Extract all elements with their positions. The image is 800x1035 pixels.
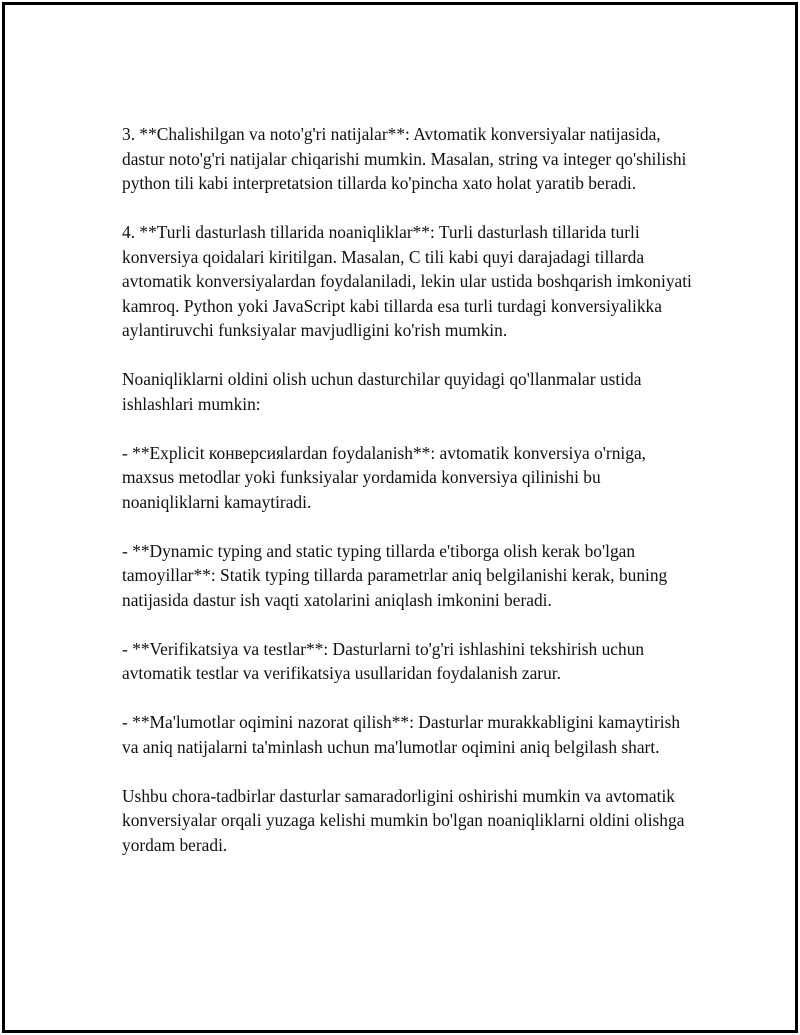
page-border bbox=[2, 2, 798, 1033]
bullet-explicit-conversion: - **Explicit конверсияlardan foydalanish**: avtomatik konversiya o'rniga, maxsus metodlar yoki funksiyalar yordamida konversiya qilinishi bu noaniqliklarni kamaytiradi. bbox=[122, 442, 647, 512]
paragraph-item-3-results: 3. **Chalishilgan va noto'g'ri natijalar**: Avtomatik konversiyalar natijasida, dastur noto'g'ri natijalar chiqarishi mumkin. Masalan, string va integer qo'shilishi python tili kabi interpretatsion tillarda ko'pincha xato holat yaratib beradi. bbox=[122, 124, 687, 193]
bullet-typing-principles: - **Dynamic typing and static typing tillarda e'tiborga olish kerak bo'lgan tamoyillar**: Statik typing tillarda parametrlar aniq belgilanishi kerak, buning natijasida dastur ish vaqti xatolarini aniqlash imkonini beradi. bbox=[122, 540, 668, 610]
bullet-data-flow-control: - **Ma'lumotlar oqimini nazorat qilish**: Dasturlar murakkabligini kamaytirish va aniq natijalarni ta'minlash uchun ma'lumotlar oqimini aniq belgilash shart. bbox=[122, 712, 681, 757]
document-body bbox=[122, 122, 692, 882]
paragraph-intro-recommendations: Noaniqliklarni oldini olish uchun dasturchilar quyidagi qo'llanmalar ustida ishlashlari mumkin: bbox=[122, 369, 642, 414]
bullet-verification-tests: - **Verifikatsiya va testlar**: Dasturlarni to'g'ri ishlashini tekshirish uchun avtomatik testlar va verifikatsiya usullaridan foydalanish zarur. bbox=[122, 638, 645, 683]
paragraph-item-4-languages: 4. **Turli dasturlash tillarida noaniqliklar**: Turli dasturlash tillarida turli konversiya qoidalari kiritilgan. Masalan, C tili kabi quyi darajadagi tillarda avtomatik konversiyalardan foydalaniladi, lekin ular ustida boshqarish imkoniyati kamroq. Python yoki JavaScript kabi tillarda esa turli turdagi konversiyalikka aylantiruvchi funksiyalar mavjudligini ko'rish mumkin. bbox=[122, 222, 692, 340]
paragraph-conclusion: Ushbu chora-tadbirlar dasturlar samaradorligini oshirishi mumkin va avtomatik konversiyalar orqali yuzaga kelishi mumkin bo'lgan noaniqliklarni oldini olishga yordam beradi. bbox=[122, 785, 685, 855]
